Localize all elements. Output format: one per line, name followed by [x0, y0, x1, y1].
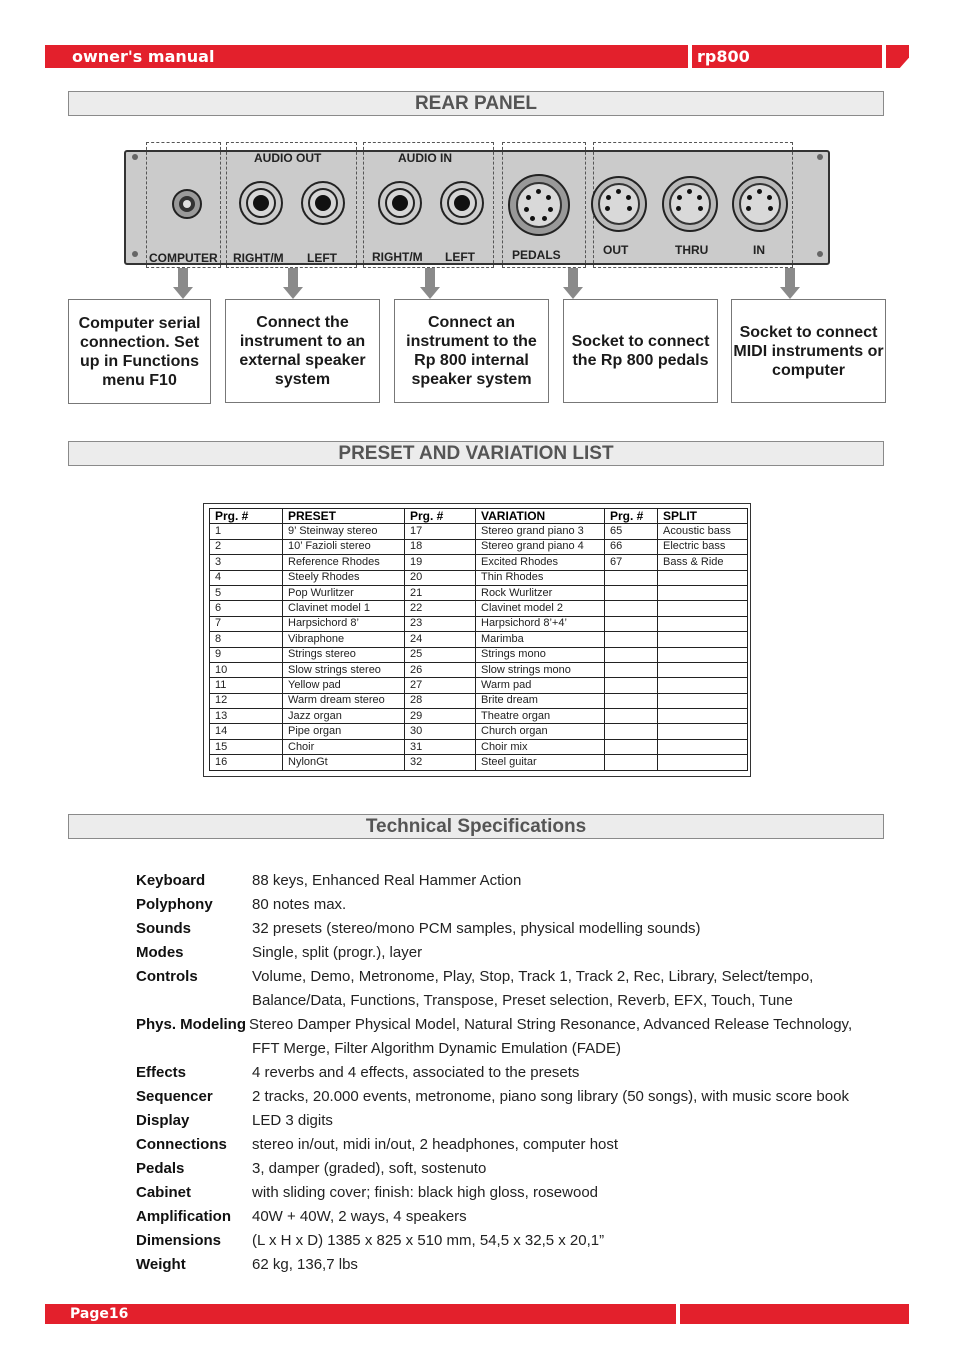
- table-row: [210, 570, 748, 585]
- table-cell: Excited Rhodes: [476, 555, 605, 570]
- table-cell: [605, 616, 658, 631]
- spec-value: 2 tracks, 20.000 events, metronome, piano song library (50 songs), with music score book: [252, 1088, 849, 1105]
- spec-key: Sequencer: [136, 1088, 213, 1105]
- table-cell: 24: [405, 632, 476, 647]
- preset-table-frame: [203, 503, 751, 777]
- table-row: [210, 555, 748, 570]
- audio-in-right-label: RIGHT/M: [372, 250, 423, 264]
- header-corner: [886, 45, 909, 68]
- table-cell: 7: [210, 616, 283, 631]
- callout-audio-in: Connect an instrument to the Rp 800 internal speaker system: [394, 299, 549, 403]
- table-cell: Stereo grand piano 4: [476, 539, 605, 554]
- table-cell: 9: [210, 647, 283, 662]
- table-cell: Choir mix: [476, 739, 605, 754]
- table-cell: Acoustic bass: [658, 524, 748, 539]
- table-cell: [658, 662, 748, 677]
- arrow-head-icon: [563, 287, 583, 299]
- spec-value: 32 presets (stereo/mono PCM samples, physical modelling sounds): [252, 920, 701, 937]
- section-tech-specs: Technical Specifications: [68, 814, 884, 839]
- table-cell: Electric bass: [658, 539, 748, 554]
- pedals-din-socket-icon: [508, 174, 570, 236]
- midi-thru-label: THRU: [675, 243, 709, 257]
- table-cell: Thin Rhodes: [476, 570, 605, 585]
- spec-value: 40W + 40W, 2 ways, 4 speakers: [252, 1208, 467, 1225]
- table-cell: 2: [210, 539, 283, 554]
- header-prg: Prg. #: [405, 509, 476, 524]
- table-cell: NylonGt: [283, 755, 405, 770]
- arrow-head-icon: [780, 287, 800, 299]
- audio-in-label: AUDIO IN: [398, 151, 452, 165]
- header-prg: Prg. #: [605, 509, 658, 524]
- spec-key: Dimensions: [136, 1232, 222, 1249]
- pedals-label: PEDALS: [512, 248, 561, 262]
- section-preset-list: PRESET AND VARIATION LIST: [68, 441, 884, 466]
- arrow-icon: [288, 268, 298, 287]
- audio-out-left-label: LEFT: [307, 251, 337, 265]
- table-cell: Warm pad: [476, 678, 605, 693]
- table-cell: [605, 647, 658, 662]
- table-row: [210, 601, 748, 616]
- header-prg: Prg. #: [210, 509, 283, 524]
- arrow-head-icon: [283, 287, 303, 299]
- table-cell: 20: [405, 570, 476, 585]
- footer-right-bar: [680, 1304, 909, 1324]
- spec-value: Volume, Demo, Metronome, Play, Stop, Track 1, Track 2, Rec, Library, Select/tempo,: [252, 968, 814, 985]
- spec-key: Pedals: [136, 1160, 185, 1177]
- spec-key: Effects: [136, 1064, 187, 1081]
- midi-out-socket-icon: [591, 176, 647, 232]
- spec-value: 62 kg, 136,7 lbs: [252, 1256, 358, 1273]
- screw: [132, 251, 138, 257]
- spec-value: Balance/Data, Functions, Transpose, Preset selection, Reverb, EFX, Touch, Tune: [252, 992, 793, 1009]
- audio-out-right-jack-icon: [239, 181, 283, 225]
- spec-value: 4 reverbs and 4 effects, associated to the presets: [252, 1064, 580, 1081]
- midi-in-socket-icon: [732, 176, 788, 232]
- table-row: [210, 724, 748, 739]
- table-cell: Harpsichord 8’: [283, 616, 405, 631]
- audio-in-left-jack-icon: [440, 181, 484, 225]
- audio-out-label: AUDIO OUT: [254, 151, 322, 165]
- arrow-icon: [425, 268, 435, 287]
- table-cell: Bass & Ride: [658, 555, 748, 570]
- header-split: SPLIT: [658, 509, 748, 524]
- table-cell: 14: [210, 724, 283, 739]
- table-cell: 3: [210, 555, 283, 570]
- table-cell: [658, 616, 748, 631]
- spec-key: Controls: [136, 968, 198, 985]
- spec-key: Polyphony: [136, 896, 213, 913]
- table-row: [210, 693, 748, 708]
- table-cell: 23: [405, 616, 476, 631]
- spec-key: Phys. Modeling: [136, 1016, 247, 1033]
- table-cell: 65: [605, 524, 658, 539]
- table-cell: 18: [405, 539, 476, 554]
- table-cell: 66: [605, 539, 658, 554]
- table-cell: Slow strings stereo: [283, 662, 405, 677]
- table-cell: 30: [405, 724, 476, 739]
- midi-in-label: IN: [753, 243, 765, 257]
- footer-bar: [45, 1304, 676, 1324]
- table-cell: 13: [210, 709, 283, 724]
- callout-pedals: Socket to connect the Rp 800 pedals: [563, 299, 718, 403]
- audio-out-right-label: RIGHT/M: [233, 251, 284, 265]
- table-row: [210, 632, 748, 647]
- table-cell: [605, 739, 658, 754]
- table-cell: Steely Rhodes: [283, 570, 405, 585]
- arrow-icon: [568, 268, 578, 287]
- table-cell: 11: [210, 678, 283, 693]
- table-cell: [605, 601, 658, 616]
- table-cell: Clavinet model 1: [283, 601, 405, 616]
- manual-title: owner's manual: [72, 47, 215, 66]
- table-cell: Church organ: [476, 724, 605, 739]
- audio-in-left-label: LEFT: [445, 250, 475, 264]
- table-cell: Pipe organ: [283, 724, 405, 739]
- table-row: [210, 739, 748, 754]
- callout-audio-out: Connect the instrument to an external speaker system: [225, 299, 380, 403]
- table-row: [210, 524, 748, 539]
- spec-value: 80 notes max.: [252, 896, 347, 913]
- spec-value: stereo in/out, midi in/out, 2 headphones, computer host: [252, 1136, 619, 1153]
- callout-midi: Socket to connect MIDI instruments or computer: [731, 299, 886, 403]
- table-cell: Clavinet model 2: [476, 601, 605, 616]
- table-row: [210, 678, 748, 693]
- spec-value: Stereo Damper Physical Model, Natural String Resonance, Advanced Release Technology,: [249, 1016, 853, 1033]
- table-cell: [658, 709, 748, 724]
- spec-key: Amplification: [136, 1208, 232, 1225]
- table-row: [210, 755, 748, 770]
- screw: [132, 154, 138, 160]
- table-cell: 67: [605, 555, 658, 570]
- table-cell: 10: [210, 662, 283, 677]
- header-bar: [45, 45, 688, 68]
- table-cell: 12: [210, 693, 283, 708]
- table-cell: Yellow pad: [283, 678, 405, 693]
- table-cell: [605, 632, 658, 647]
- spec-key: Display: [136, 1112, 190, 1129]
- table-cell: [658, 724, 748, 739]
- screw: [817, 251, 823, 257]
- table-cell: 21: [405, 585, 476, 600]
- arrow-icon: [178, 268, 188, 287]
- table-cell: [658, 632, 748, 647]
- table-cell: [605, 585, 658, 600]
- table-row: [210, 662, 748, 677]
- spec-value: (L x H x D) 1385 x 825 x 510 mm, 54,5 x 32,5 x 20,1”: [252, 1232, 605, 1249]
- table-cell: 32: [405, 755, 476, 770]
- section-rear-panel: REAR PANEL: [68, 91, 884, 116]
- audio-in-right-jack-icon: [378, 181, 422, 225]
- header-model-bar: [692, 45, 882, 68]
- table-cell: [605, 724, 658, 739]
- table-row: [210, 585, 748, 600]
- table-cell: 9’ Steinway stereo: [283, 524, 405, 539]
- table-cell: Theatre organ: [476, 709, 605, 724]
- table-cell: 15: [210, 739, 283, 754]
- arrow-head-icon: [420, 287, 440, 299]
- table-cell: 1: [210, 524, 283, 539]
- table-cell: 6: [210, 601, 283, 616]
- table-cell: 31: [405, 739, 476, 754]
- model-name: rp800: [697, 47, 750, 66]
- table-cell: Marimba: [476, 632, 605, 647]
- table-cell: [658, 585, 748, 600]
- table-cell: [658, 693, 748, 708]
- table-cell: [605, 570, 658, 585]
- table-cell: 4: [210, 570, 283, 585]
- table-cell: [658, 570, 748, 585]
- table-cell: [658, 755, 748, 770]
- table-cell: 29: [405, 709, 476, 724]
- table-cell: 27: [405, 678, 476, 693]
- callout-computer: Computer serial connection. Set up in Functions menu F10: [68, 299, 211, 404]
- table-cell: [658, 601, 748, 616]
- table-cell: Pop Wurlitzer: [283, 585, 405, 600]
- screw: [817, 154, 823, 160]
- spec-key: Modes: [136, 944, 184, 961]
- table-cell: [658, 647, 748, 662]
- table-cell: [605, 693, 658, 708]
- table-cell: 17: [405, 524, 476, 539]
- table-cell: 25: [405, 647, 476, 662]
- audio-out-left-jack-icon: [301, 181, 345, 225]
- table-cell: Harpsichord 8’+4’: [476, 616, 605, 631]
- spec-key: Cabinet: [136, 1184, 192, 1201]
- table-cell: Rock Wurlitzer: [476, 585, 605, 600]
- table-cell: Strings stereo: [283, 647, 405, 662]
- table-row: [210, 709, 748, 724]
- table-row: [210, 616, 748, 631]
- header-variation: VARIATION: [476, 509, 605, 524]
- midi-thru-socket-icon: [662, 176, 718, 232]
- table-cell: Choir: [283, 739, 405, 754]
- table-cell: [605, 755, 658, 770]
- header-preset: PRESET: [283, 509, 405, 524]
- table-cell: 10’ Fazioli stereo: [283, 539, 405, 554]
- table-cell: 5: [210, 585, 283, 600]
- computer-label: COMPUTER: [149, 251, 218, 265]
- table-cell: 22: [405, 601, 476, 616]
- spec-key: Weight: [136, 1256, 186, 1273]
- table-cell: Steel guitar: [476, 755, 605, 770]
- spec-value: with sliding cover; finish: black high gloss, rosewood: [252, 1184, 599, 1201]
- table-cell: [605, 709, 658, 724]
- spec-key: Sounds: [136, 920, 191, 937]
- spec-key: Connections: [136, 1136, 227, 1153]
- spec-value: 88 keys, Enhanced Real Hammer Action: [252, 872, 522, 889]
- table-cell: [658, 739, 748, 754]
- table-cell: 28: [405, 693, 476, 708]
- table-cell: Slow strings mono: [476, 662, 605, 677]
- table-cell: 19: [405, 555, 476, 570]
- arrow-head-icon: [173, 287, 193, 299]
- table-row: [210, 647, 748, 662]
- table-cell: 8: [210, 632, 283, 647]
- spec-key: Keyboard: [136, 872, 206, 889]
- table-cell: 26: [405, 662, 476, 677]
- table-cell: [605, 662, 658, 677]
- table-cell: 16: [210, 755, 283, 770]
- preset-table: [209, 508, 748, 771]
- table-cell: Reference Rhodes: [283, 555, 405, 570]
- table-cell: Strings mono: [476, 647, 605, 662]
- spec-value: FFT Merge, Filter Algorithm Dynamic Emulation (FADE): [252, 1040, 621, 1057]
- page-number: Page16: [70, 1306, 129, 1322]
- table-cell: Warm dream stereo: [283, 693, 405, 708]
- spec-value: LED 3 digits: [252, 1112, 333, 1129]
- spec-value: 3, damper (graded), soft, sostenuto: [252, 1160, 487, 1177]
- table-cell: [605, 678, 658, 693]
- table-cell: Jazz organ: [283, 709, 405, 724]
- computer-socket-icon: [172, 189, 202, 219]
- table-cell: Brite dream: [476, 693, 605, 708]
- midi-out-label: OUT: [603, 243, 629, 257]
- table-header-row: [210, 509, 748, 524]
- arrow-icon: [785, 268, 795, 287]
- spec-value: Single, split (progr.), layer: [252, 944, 423, 961]
- table-cell: Stereo grand piano 3: [476, 524, 605, 539]
- table-cell: Vibraphone: [283, 632, 405, 647]
- table-cell: [658, 678, 748, 693]
- table-row: [210, 539, 748, 554]
